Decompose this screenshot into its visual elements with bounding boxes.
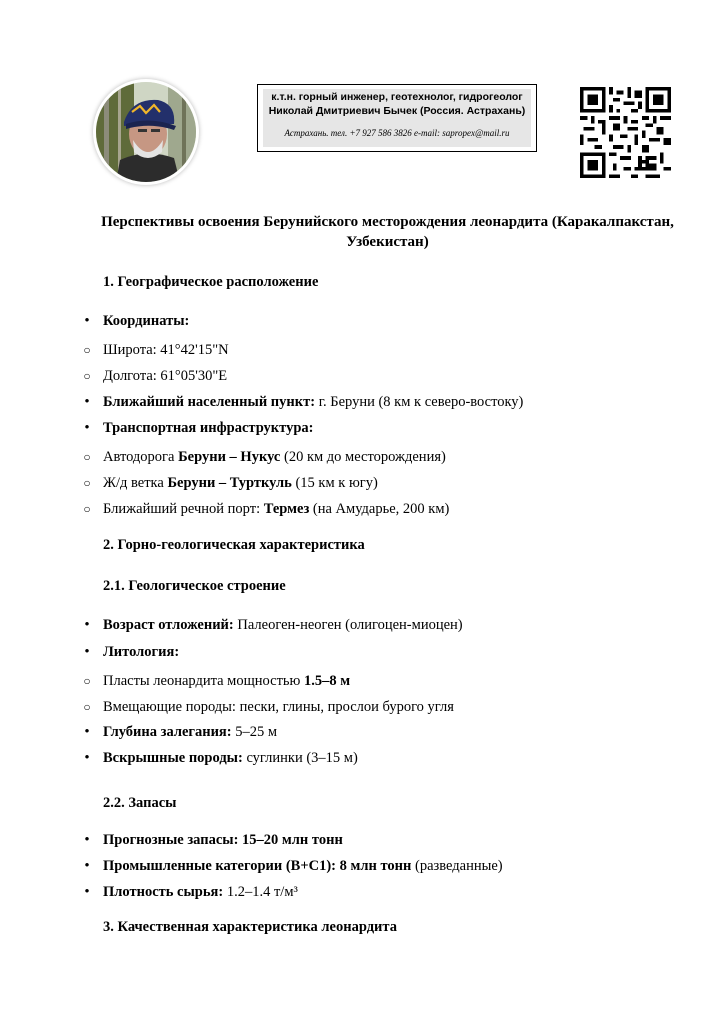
subsection-heading-structure: 2.1. Геологическое строение [103, 578, 286, 594]
longitude: Долгота: 61°05'30"E [103, 368, 228, 384]
layers-thickness: 1.5–8 м [303, 673, 351, 689]
bullet-disc-icon: • [84, 313, 90, 329]
section-heading-geography: 1. Географическое расположение [103, 274, 319, 290]
port-prefix: Ближайший речной порт: [103, 501, 264, 517]
road-prefix: Автодорога [103, 449, 179, 465]
author-contact: Астрахань. тел. +7 927 586 3826 e-mail: sapropex@mail.ru [284, 128, 510, 138]
latitude: Широта: 41°42'15"N [103, 342, 229, 358]
bullet-disc-icon: • [84, 617, 90, 633]
document-title: Перспективы освоения Берунийского месторождения леонардита (Каракалпакстан, Узбекистан) [101, 214, 674, 250]
nearest-settlement [103, 393, 523, 411]
industrial-reserves [103, 857, 503, 875]
bullet-circle-icon: ○ [83, 476, 91, 490]
port-detail: (на Амударье, 200 км) [309, 501, 450, 517]
port-item [103, 500, 449, 518]
subsection-heading-reserves: 2.2. Запасы [103, 795, 177, 811]
road-item [103, 448, 446, 466]
qr-code-icon [580, 87, 671, 178]
deposit-age-value: Палеоген-неоген (олигоцен-миоцен) [233, 617, 463, 633]
bullet-disc-icon: • [84, 750, 90, 766]
density-label: Плотность сырья: [103, 884, 224, 900]
coordinates-label: Координаты: [103, 313, 190, 329]
author-header-panel [263, 89, 531, 147]
layers-prefix: Пласты леонардита мощностью [103, 673, 304, 689]
rail-route: Беруни – Турткуль [167, 475, 292, 491]
road-detail: (20 км до месторождения) [280, 449, 446, 465]
road-route: Беруни – Нукус [178, 449, 281, 465]
depth-label: Глубина залегания: [103, 724, 232, 740]
deposit-age-label: Возраст отложений: [103, 617, 234, 633]
bullet-circle-icon: ○ [83, 674, 91, 688]
nearest-settlement-value: г. Беруни (8 км к северо-востоку) [315, 394, 524, 410]
bullet-circle-icon: ○ [83, 450, 91, 464]
bullet-disc-icon: • [84, 884, 90, 900]
rail-detail: (15 км к югу) [291, 475, 378, 491]
forecast-reserves: Прогнозные запасы: 15–20 млн тонн [103, 832, 343, 848]
host-rocks: Вмещающие породы: пески, глины, прослои бурого угля [103, 699, 454, 715]
rail-item [103, 474, 378, 492]
overburden-value: суглинки (3–15 м) [242, 750, 358, 766]
bullet-disc-icon: • [84, 420, 90, 436]
transport-label: Транспортная инфраструктура: [103, 420, 314, 436]
lithology-label: Литология: [103, 644, 180, 660]
bullet-disc-icon: • [84, 832, 90, 848]
depth-item [103, 723, 277, 741]
bullet-circle-icon: ○ [83, 369, 91, 383]
port-name: Термез [263, 501, 310, 517]
bullet-disc-icon: • [84, 724, 90, 740]
bullet-circle-icon: ○ [83, 343, 91, 357]
overburden-item [103, 749, 358, 767]
author-photo [96, 82, 196, 182]
nearest-settlement-label: Ближайший населенный пункт: [103, 394, 316, 410]
bullet-circle-icon: ○ [83, 700, 91, 714]
author-name: Николай Дмитриевич Бычек (Россия. Астрахань) [268, 105, 526, 117]
overburden-label: Вскрышные породы: [103, 750, 243, 766]
section-heading-geology: 2. Горно-геологическая характеристика [103, 537, 365, 553]
layers-item [103, 672, 350, 690]
deposit-age [103, 616, 463, 634]
industrial-reserves-value: Промышленные категории (B+C1): 8 млн тонн [103, 858, 412, 874]
bullet-circle-icon: ○ [83, 502, 91, 516]
section-heading-quality: 3. Качественная характеристика леонардита [103, 919, 397, 935]
density-value: 1.2–1.4 т/м³ [223, 884, 298, 900]
author-header-box [257, 84, 537, 152]
density-item [103, 883, 298, 901]
author-credentials: к.т.н. горный инженер, геотехнолог, гидрогеолог [271, 91, 523, 103]
industrial-reserves-note: (разведанные) [411, 858, 503, 874]
depth-value: 5–25 м [231, 724, 278, 740]
bullet-disc-icon: • [84, 858, 90, 874]
rail-prefix: Ж/д ветка [103, 475, 168, 491]
bullet-disc-icon: • [84, 394, 90, 410]
bullet-disc-icon: • [84, 644, 90, 660]
